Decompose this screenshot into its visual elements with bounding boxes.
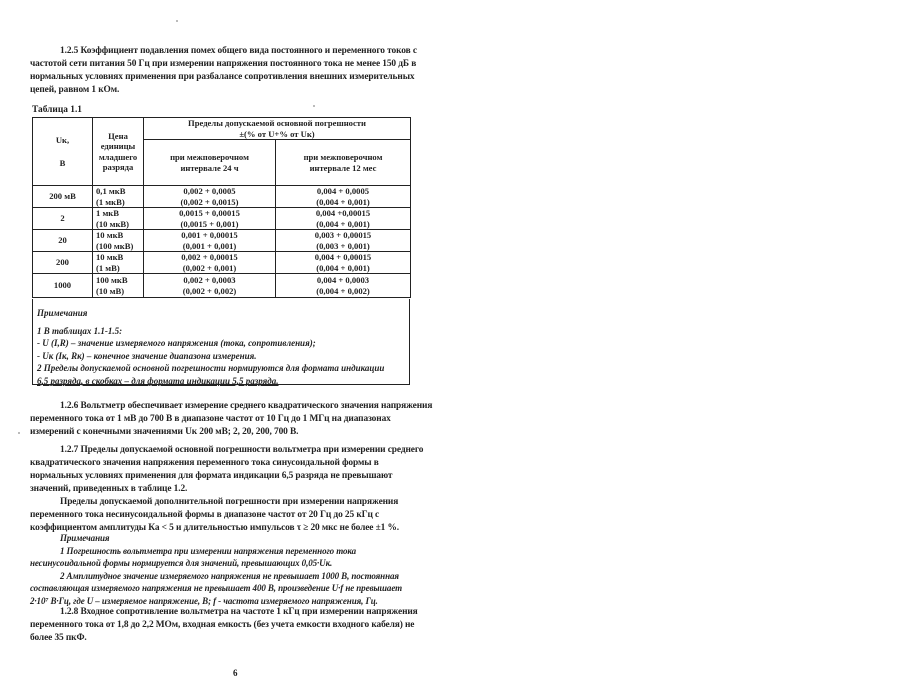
cell-12m: [276, 274, 411, 298]
cell-text: 0,002 + 0,0003: [183, 275, 236, 285]
text-line: более 35 пкФ.: [30, 633, 87, 643]
text-line: переменного тока от 1,8 до 2,2 МОм, входная емкость (без учета емкости входного кабеля) не: [30, 620, 415, 630]
table-row: [33, 208, 411, 230]
note-line: 2·10⁷ В·Гц, где U – измеряемое напряжение, В; f - частота измеряемого напряжения, Гц.: [30, 595, 378, 606]
table-row: [33, 252, 411, 274]
cell-text: 0,002 + 0,0005: [183, 186, 236, 196]
note-line: 2 Амплитудное значение измеряемого напряжения не превышает 1000 В, постоянная: [60, 570, 399, 581]
cell-text: 0,003 + 0,00015: [314, 230, 372, 240]
cell-text: (0,002 + 0,001): [182, 262, 237, 273]
paragraph-1-2-7: [30, 444, 442, 535]
header-text: интервале 24 ч: [180, 162, 239, 173]
header-text: младшего: [98, 151, 138, 162]
cell-text: 1 мкВ: [96, 208, 119, 218]
cell-text: (10 мкВ): [96, 218, 130, 229]
cell-12m: [276, 252, 411, 274]
text-line: значений, приведенных в таблице 1.2.: [30, 484, 188, 494]
table-row: [33, 186, 411, 208]
note-line: 1 В таблицах 1.1-1.5:: [37, 325, 123, 336]
header-interval-12m: [276, 140, 411, 186]
scan-speck: [313, 105, 315, 107]
cell-12m: [276, 186, 411, 208]
cell-text: (0,003 + 0,001): [316, 240, 370, 251]
cell-12m: [276, 230, 411, 252]
note-line: 2 Пределы допускаемой основной погрешности нормируются для формата индикации: [37, 363, 385, 373]
note-line: - Uк (Iк, Rк) – конечное значение диапазона измерения.: [37, 350, 257, 361]
header-uk-label: Uк,: [55, 135, 70, 145]
table-row: [33, 230, 411, 252]
cell-price: [93, 274, 144, 298]
table-notes: [32, 299, 410, 385]
note-line: 6,5 разряда, в скобках – для формата индикации 5,5 разряда.: [37, 375, 279, 386]
header-price: [93, 118, 144, 186]
table-header-row: [33, 118, 411, 140]
cell-text: 0,004 +0,00015: [315, 208, 371, 218]
text-line: коэффициентом амплитуды Ка < 5 и длительностью импульсов τ ≥ 20 мкс не более ±1 %.: [30, 523, 399, 533]
cell-text: 100 мкВ: [96, 275, 128, 285]
cell-text: (0,004 + 0,001): [316, 196, 370, 207]
header-text: Пределы допускаемой основной погрешности: [188, 118, 366, 128]
scan-speck: [18, 432, 20, 434]
paragraph-1-2-7-notes: [30, 532, 442, 607]
header-text: при межповерочном: [170, 152, 249, 162]
cell-price: [93, 208, 144, 230]
cell-text: (0,002 + 0,002): [182, 285, 237, 296]
cell-text: 0,1 мкВ: [96, 186, 126, 196]
cell-text: (100 мкВ): [96, 240, 134, 251]
cell-12m: [276, 208, 411, 230]
text-line: 1.2.5 Коэффициент подавления помех общего вида постоянного и переменного токов с: [60, 46, 417, 56]
cell-24h: [144, 186, 276, 208]
cell-text: (0,004 + 0,002): [316, 285, 370, 296]
page-number: 6: [233, 668, 238, 678]
header-limits: [144, 118, 411, 140]
header-text: ±(% от U+% от Uк): [239, 128, 315, 139]
text-line: цепей, равном 1 кОм.: [30, 85, 120, 95]
cell-text: (1 мкВ): [96, 196, 125, 207]
cell-24h: [144, 274, 276, 298]
cell-text: 10 мкВ: [96, 252, 124, 262]
cell-uk: 200 мВ: [33, 186, 93, 208]
header-text: разряда: [102, 162, 134, 172]
header-text: Цена: [108, 130, 128, 141]
header-uk-unit: В: [59, 157, 66, 168]
cell-uk: 200: [33, 252, 93, 274]
header-interval-24h: [144, 140, 276, 186]
note-line: 1 Погрешность вольтметра при измерении напряжения переменного тока: [60, 545, 357, 556]
header-text: единицы: [100, 141, 136, 151]
cell-text: (0,002 + 0,0015): [180, 196, 239, 207]
cell-text: (1 мВ): [96, 262, 120, 273]
cell-text: 0,0015 + 0,00015: [179, 208, 240, 218]
cell-text: 10 мкВ: [96, 230, 124, 240]
text-line: переменного тока от 1 мВ до 700 В в диапазоне частот от 10 Гц до 1 МГц на диапазонах: [30, 414, 391, 424]
header-text: интервале 12 мес: [309, 162, 377, 173]
cell-uk: 2: [33, 208, 93, 230]
cell-text: 0,001 + 0,00015: [181, 230, 238, 240]
text-line: 1.2.7 Пределы допускаемой основной погрешности вольтметра при измерении среднего: [60, 445, 424, 455]
text-line: Пределы допускаемой дополнительной погрешности при измерении напряжения: [60, 497, 399, 507]
text-line: переменного тока несинусоидальной формы в диапазоне частот от 20 Гц до 25 кГц с: [30, 510, 380, 520]
header-text: при межповерочном: [303, 152, 383, 162]
cell-price: [93, 230, 144, 252]
paragraph-1-2-5: [30, 45, 442, 97]
cell-24h: [144, 208, 276, 230]
cell-24h: [144, 230, 276, 252]
table-row: [33, 274, 411, 298]
paragraph-1-2-8: [30, 606, 442, 645]
table-caption: Таблица 1.1: [32, 105, 82, 115]
paragraph-1-2-6: [30, 400, 442, 439]
cell-price: [93, 252, 144, 274]
text-line: частотой сети питания 50 Гц при измерении напряжения постоянного тока не менее 150 дБ в: [30, 59, 417, 69]
cell-text: 0,002 + 0,00015: [181, 252, 238, 262]
notes-title: Примечания: [37, 308, 88, 318]
text-line: нормальных условиях применения для формата индикации 6,5 разряда не превышают: [30, 471, 393, 481]
note-line: составляющая измеряемого напряжения не превышает 400 В, произведение U·f не превышает: [30, 583, 402, 593]
header-uk: [33, 118, 93, 186]
cell-text: (0,0015 + 0,001): [180, 218, 239, 229]
cell-text: 0,004 + 0,0003: [316, 275, 370, 285]
cell-uk: 1000: [33, 274, 93, 298]
cell-text: (10 мВ): [96, 285, 125, 296]
cell-text: (0,004 + 0,001): [316, 218, 370, 229]
note-line: несинусоидальной формы нормируется для значений, превышающих 0,05·Uк.: [30, 558, 333, 568]
text-line: измерений с конечными значениями Uк 200 мВ; 2, 20, 200, 700 В.: [30, 427, 299, 437]
note-line: - U (I,R) – значение измеряемого напряжения (тока, сопротивления);: [37, 338, 316, 348]
table-1-1: [32, 117, 411, 298]
cell-text: (0,004 + 0,001): [316, 262, 370, 273]
notes-title: Примечания: [60, 533, 110, 543]
cell-uk: 20: [33, 230, 93, 252]
cell-price: [93, 186, 144, 208]
text-line: 1.2.8 Входное сопротивление вольтметра на частоте 1 кГц при измерении напряжения: [60, 607, 418, 617]
cell-text: 0,004 + 0,00015: [314, 252, 372, 262]
text-line: 1.2.6 Вольтметр обеспечивает измерение среднего квадратического значения напряжения: [60, 401, 433, 411]
cell-24h: [144, 252, 276, 274]
text-line: нормальных условиях применения при разбалансе сопротивления внешних измерительных: [30, 72, 415, 82]
cell-text: 0,004 + 0,0005: [316, 186, 370, 196]
text-line: квадратического значения напряжения переменного тока синусоидальной формы в: [30, 458, 379, 468]
cell-text: (0,001 + 0,001): [182, 240, 237, 251]
scan-speck: [176, 20, 178, 22]
